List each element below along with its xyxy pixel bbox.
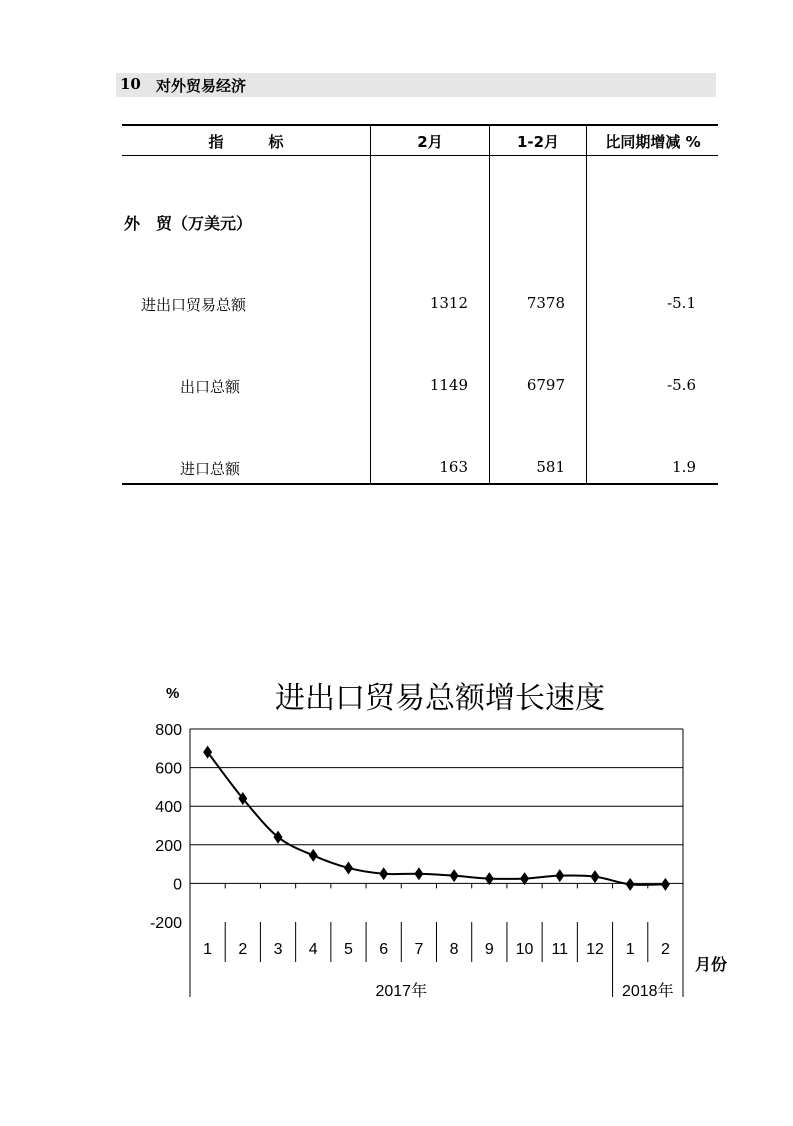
section-title: 对外贸易经济: [156, 77, 247, 95]
x-tick-label: 6: [379, 941, 389, 958]
x-tick-label: 4: [308, 941, 318, 958]
row-value-yoy: -5.1: [667, 294, 696, 312]
data-point: [450, 869, 459, 882]
year-label: 2017年: [375, 983, 428, 1000]
row-label: 进口总额: [180, 460, 241, 478]
data-point: [274, 831, 283, 844]
year-label: 2018年: [621, 983, 674, 1000]
row-label: 进出口贸易总额: [141, 296, 247, 314]
x-tick-label: 9: [484, 941, 494, 958]
x-tick-label: 2: [660, 941, 670, 958]
row-value-jan-feb: 7378: [526, 294, 565, 312]
y-tick-label: 0: [173, 876, 182, 894]
row-value-feb: 163: [439, 458, 468, 476]
y-tick-label: 600: [155, 760, 182, 778]
x-tick-label: 11: [551, 941, 569, 958]
row-value-yoy: -5.6: [667, 376, 696, 394]
y-tick-label: 800: [155, 722, 182, 739]
row-value-jan-feb: 581: [536, 458, 565, 476]
group-label: 外 贸（万美元）: [124, 214, 253, 233]
header-indicator: 指 标: [208, 133, 284, 151]
data-point: [626, 878, 635, 891]
header-feb: 2月: [417, 133, 443, 151]
x-tick-label: 5: [344, 941, 353, 958]
row-label: 出口总额: [180, 378, 241, 396]
header-yoy: 比同期增减 %: [605, 133, 701, 151]
x-tick-label: 1: [203, 941, 213, 958]
y-axis-unit: %: [166, 685, 180, 702]
y-tick-label: 200: [155, 837, 182, 855]
x-tick-label: 1: [625, 941, 635, 958]
x-tick-label: 7: [414, 941, 424, 958]
y-tick-label: 400: [155, 799, 182, 817]
row-value-yoy: 1.9: [672, 458, 696, 476]
data-point: [661, 878, 670, 891]
header-jan-feb: 1-2月: [516, 133, 560, 151]
y-tick-label: -200: [149, 915, 182, 932]
data-point: [379, 867, 388, 880]
series-line: [208, 752, 666, 885]
row-value-jan-feb: 6797: [526, 376, 565, 394]
data-point: [590, 870, 599, 883]
x-axis-unit: 月份: [695, 957, 728, 974]
x-tick-label: 8: [449, 941, 459, 958]
x-tick-label: 2: [238, 941, 248, 958]
x-tick-label: 3: [273, 941, 283, 958]
data-point: [309, 849, 318, 862]
chart-title: 进出口贸易总额增长速度: [275, 682, 605, 715]
row-value-feb: 1149: [429, 376, 468, 394]
data-point: [414, 867, 423, 880]
section-number: 10: [120, 75, 141, 93]
row-value-feb: 1312: [429, 294, 468, 312]
data-point: [555, 869, 564, 882]
x-tick-label: 10: [515, 941, 534, 958]
data-point: [344, 861, 353, 874]
x-tick-label: 12: [586, 941, 604, 958]
